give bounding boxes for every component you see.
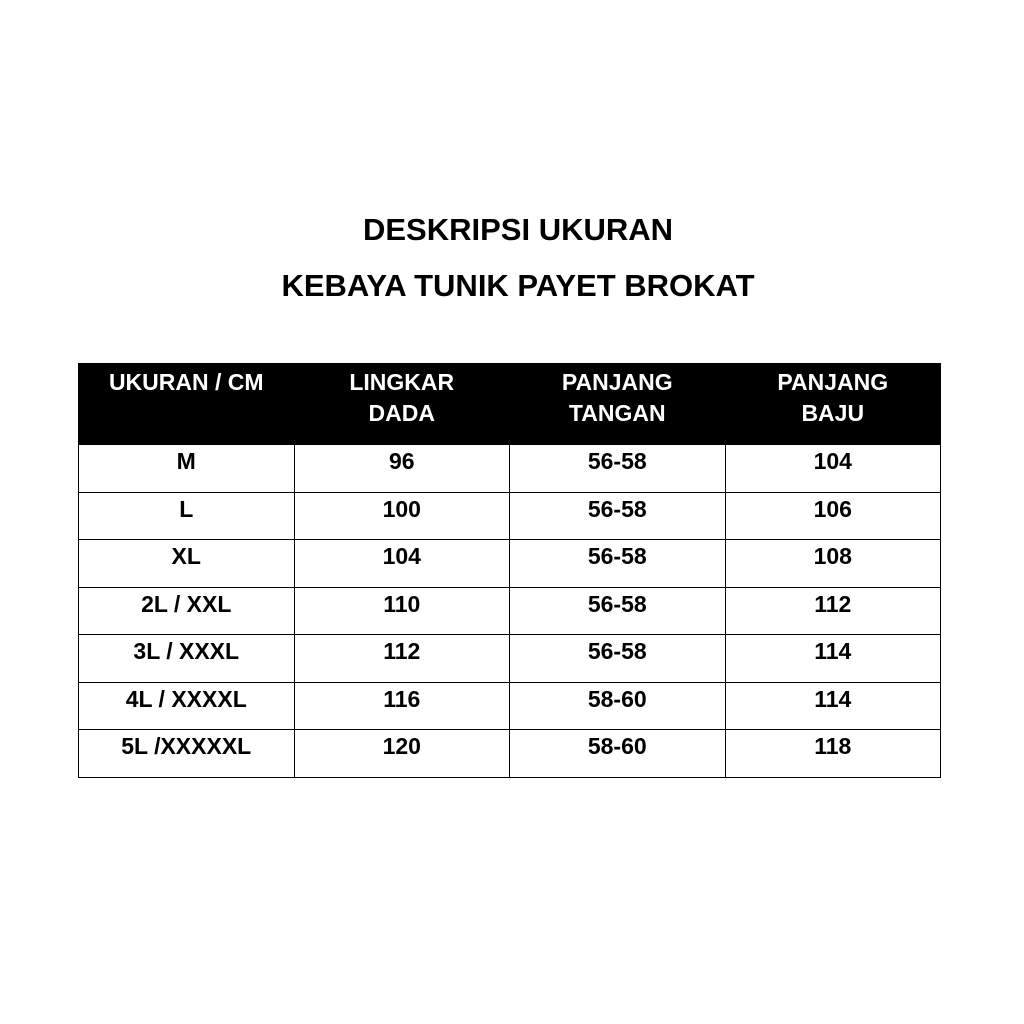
header-label: UKURAN / CM (108, 369, 264, 395)
cell-size: XL (79, 540, 295, 588)
cell-size: L (79, 492, 295, 540)
cell-sleeve: 58-60 (510, 730, 726, 778)
cell-chest: 112 (294, 635, 510, 683)
page-title: DESKRIPSI UKURAN (362, 212, 674, 247)
table-header (79, 364, 941, 445)
table-row (79, 682, 941, 730)
cell-length: 114 (725, 635, 941, 683)
header-cell-chest (294, 364, 510, 445)
cell-chest: 96 (294, 445, 510, 493)
table-row (79, 445, 941, 493)
cell-sleeve: 58-60 (510, 682, 726, 730)
cell-length: 104 (725, 445, 941, 493)
header-cell-sleeve (510, 364, 726, 445)
header-label: TANGAN (568, 400, 666, 426)
header-label: LINGKAR (349, 369, 455, 395)
cell-chest: 120 (294, 730, 510, 778)
table-row (79, 492, 941, 540)
cell-chest: 116 (294, 682, 510, 730)
header-label: BAJU (801, 400, 865, 426)
header-row (79, 364, 941, 445)
cell-sleeve: 56-58 (510, 445, 726, 493)
cell-sleeve: 56-58 (510, 635, 726, 683)
cell-chest: 104 (294, 540, 510, 588)
cell-length: 114 (725, 682, 941, 730)
cell-chest: 110 (294, 587, 510, 635)
cell-size: 5L /XXXXXL (79, 730, 295, 778)
size-table (78, 363, 941, 778)
cell-length: 106 (725, 492, 941, 540)
header-cell-length (725, 364, 941, 445)
table-row (79, 587, 941, 635)
table-row (79, 540, 941, 588)
cell-size: 2L / XXL (79, 587, 295, 635)
cell-size: 3L / XXXL (79, 635, 295, 683)
cell-length: 118 (725, 730, 941, 778)
header-cell-size (79, 364, 295, 445)
header-label: PANJANG (561, 369, 673, 395)
cell-size: 4L / XXXXL (79, 682, 295, 730)
table-row (79, 635, 941, 683)
table-row (79, 730, 941, 778)
cell-sleeve: 56-58 (510, 540, 726, 588)
cell-sleeve: 56-58 (510, 492, 726, 540)
header-label: DADA (368, 400, 435, 426)
cell-chest: 100 (294, 492, 510, 540)
page-subtitle: KEBAYA TUNIK PAYET BROKAT (281, 268, 755, 303)
table-body (79, 445, 941, 778)
header-label: PANJANG (777, 369, 889, 395)
cell-length: 112 (725, 587, 941, 635)
cell-sleeve: 56-58 (510, 587, 726, 635)
cell-size: M (79, 445, 295, 493)
cell-length: 108 (725, 540, 941, 588)
